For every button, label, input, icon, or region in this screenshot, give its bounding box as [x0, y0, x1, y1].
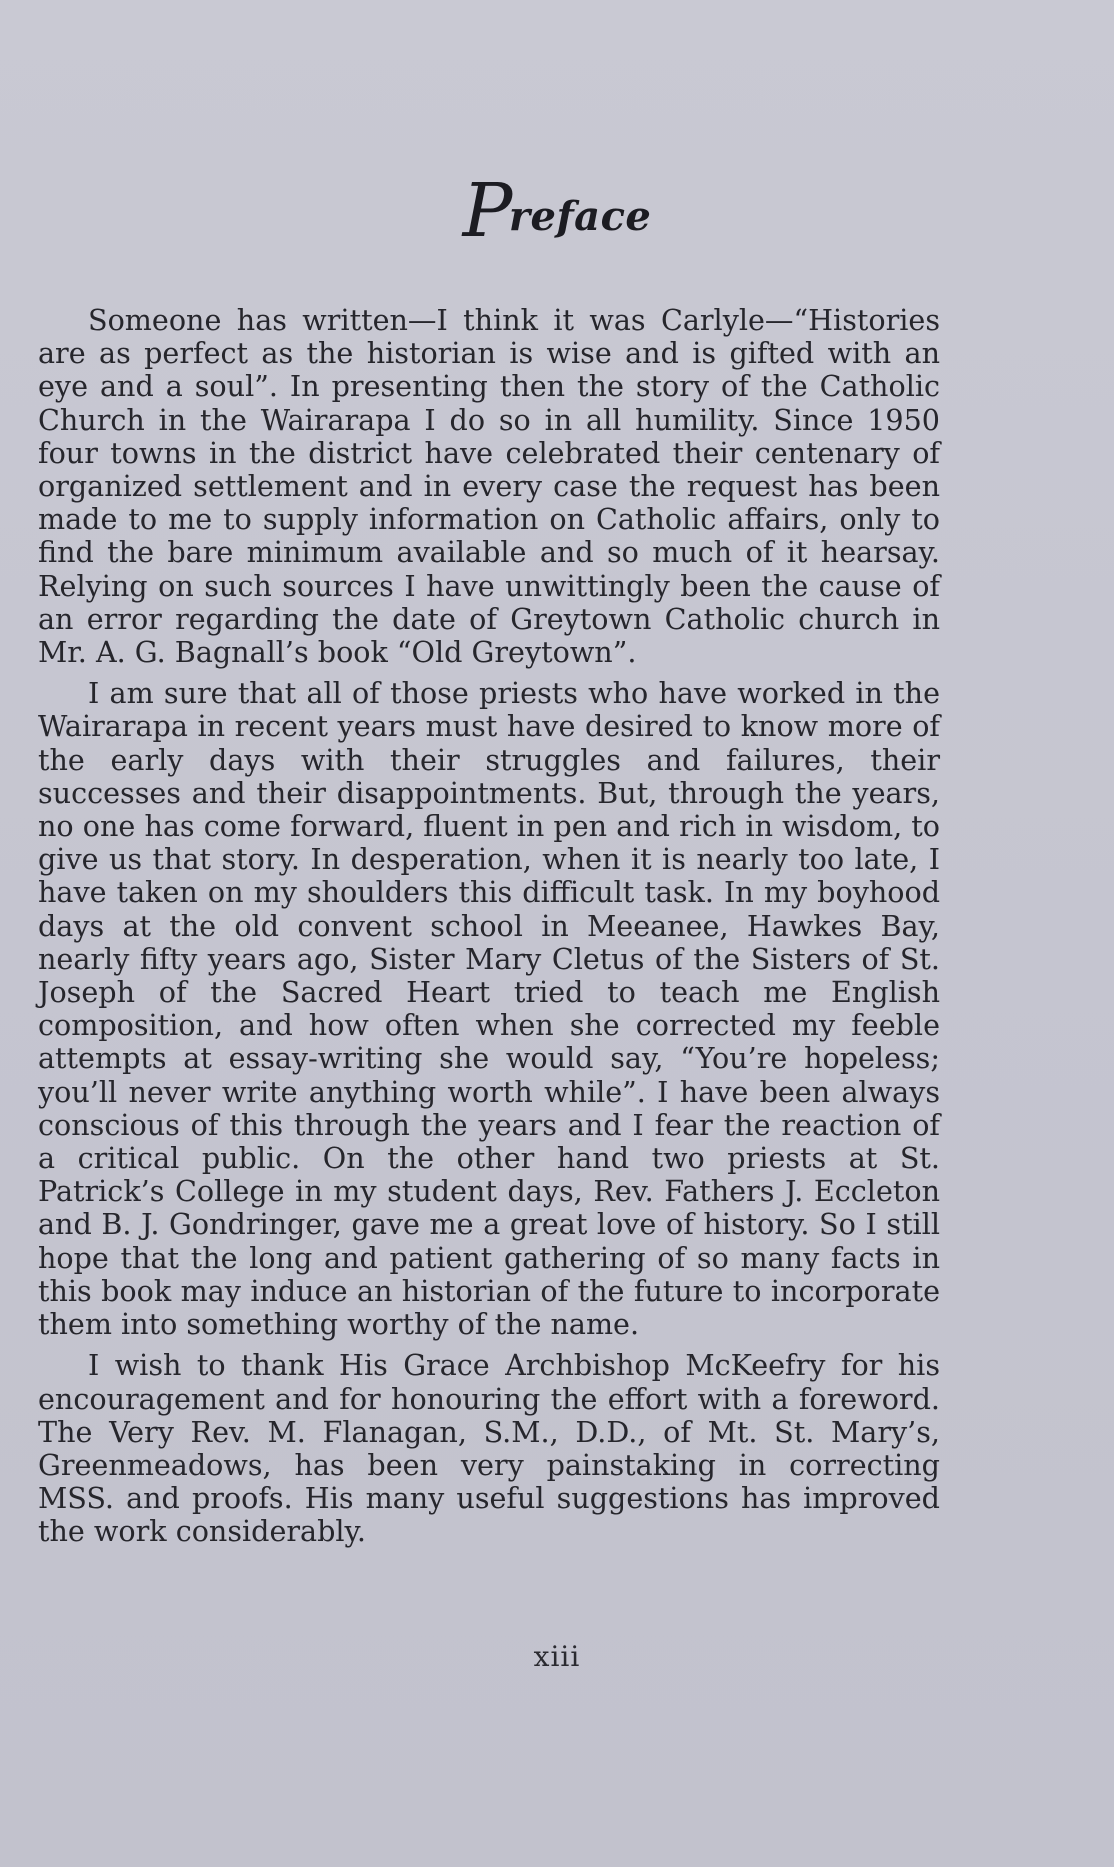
title-initial: P: [462, 168, 513, 254]
paragraph-2: I am sure that all of those priests who have worked in the Wairarapa in recent years must have desired to know more of the early days with their struggles and failures, their successes and their disappointments. But, through the years, no one has come forward, fluent in pen and rich in wisdom, to give us that story. In desperation, when it is nearly too late, I have taken on my shoulders this difficult task. In my boyhood days at the old convent school in Meeanee, Hawkes Bay, nearly fifty years ago, Sister Mary Cletus of the Sisters of St. Joseph of the Sacred Heart tried to teach me English composition, and how often when she corrected my feeble attempts at essay-writing she would say, “You’re hopeless; you’ll never write anything worth while”. I have been always conscious of this through the years and I fear the reaction of a critical public. On the other hand two priests at St. Patrick’s College in my student days, Rev. Fathers J. Eccleton and B. J. Gondringer, gave me a great love of history. So I still hope that the long and patient gathering of so many facts in this book may induce an historian of the future to incorporate them into something worthy of the name.: [38, 676, 940, 1342]
preface-body: [38, 304, 940, 1549]
page-title: [0, 168, 1114, 254]
paragraph-1: Someone has written—I think it was Carlyle—“Histories are as perfect as the historian is wise and is gifted with an eye and a soul”. In presenting then the story of the Catholic Church in the Wairarapa I do so in all humility. Since 1950 four towns in the district have celebrated their centenary of organized settlement and in every case the request has been made to me to supply information on Catholic affairs, only to find the bare minimum available and so much of it hearsay. Relying on such sources I have unwittingly been the cause of an error regarding the date of Greytown Catholic church in Mr. A. G. Bagnall’s book “Old Greytown”.: [38, 303, 940, 670]
paragraph-3: I wish to thank His Grace Archbishop McKeefry for his encouragement and for honouring the effort with a foreword. The Very Rev. M. Flanagan, S.M., D.D., of Mt. St. Mary’s, Greenmeadows, has been very painstaking in correcting MSS. and proofs. His many useful suggestions has improved the work considerably.: [38, 1348, 940, 1549]
title-rest: reface: [508, 193, 652, 240]
page-number: xiii: [533, 1640, 581, 1673]
